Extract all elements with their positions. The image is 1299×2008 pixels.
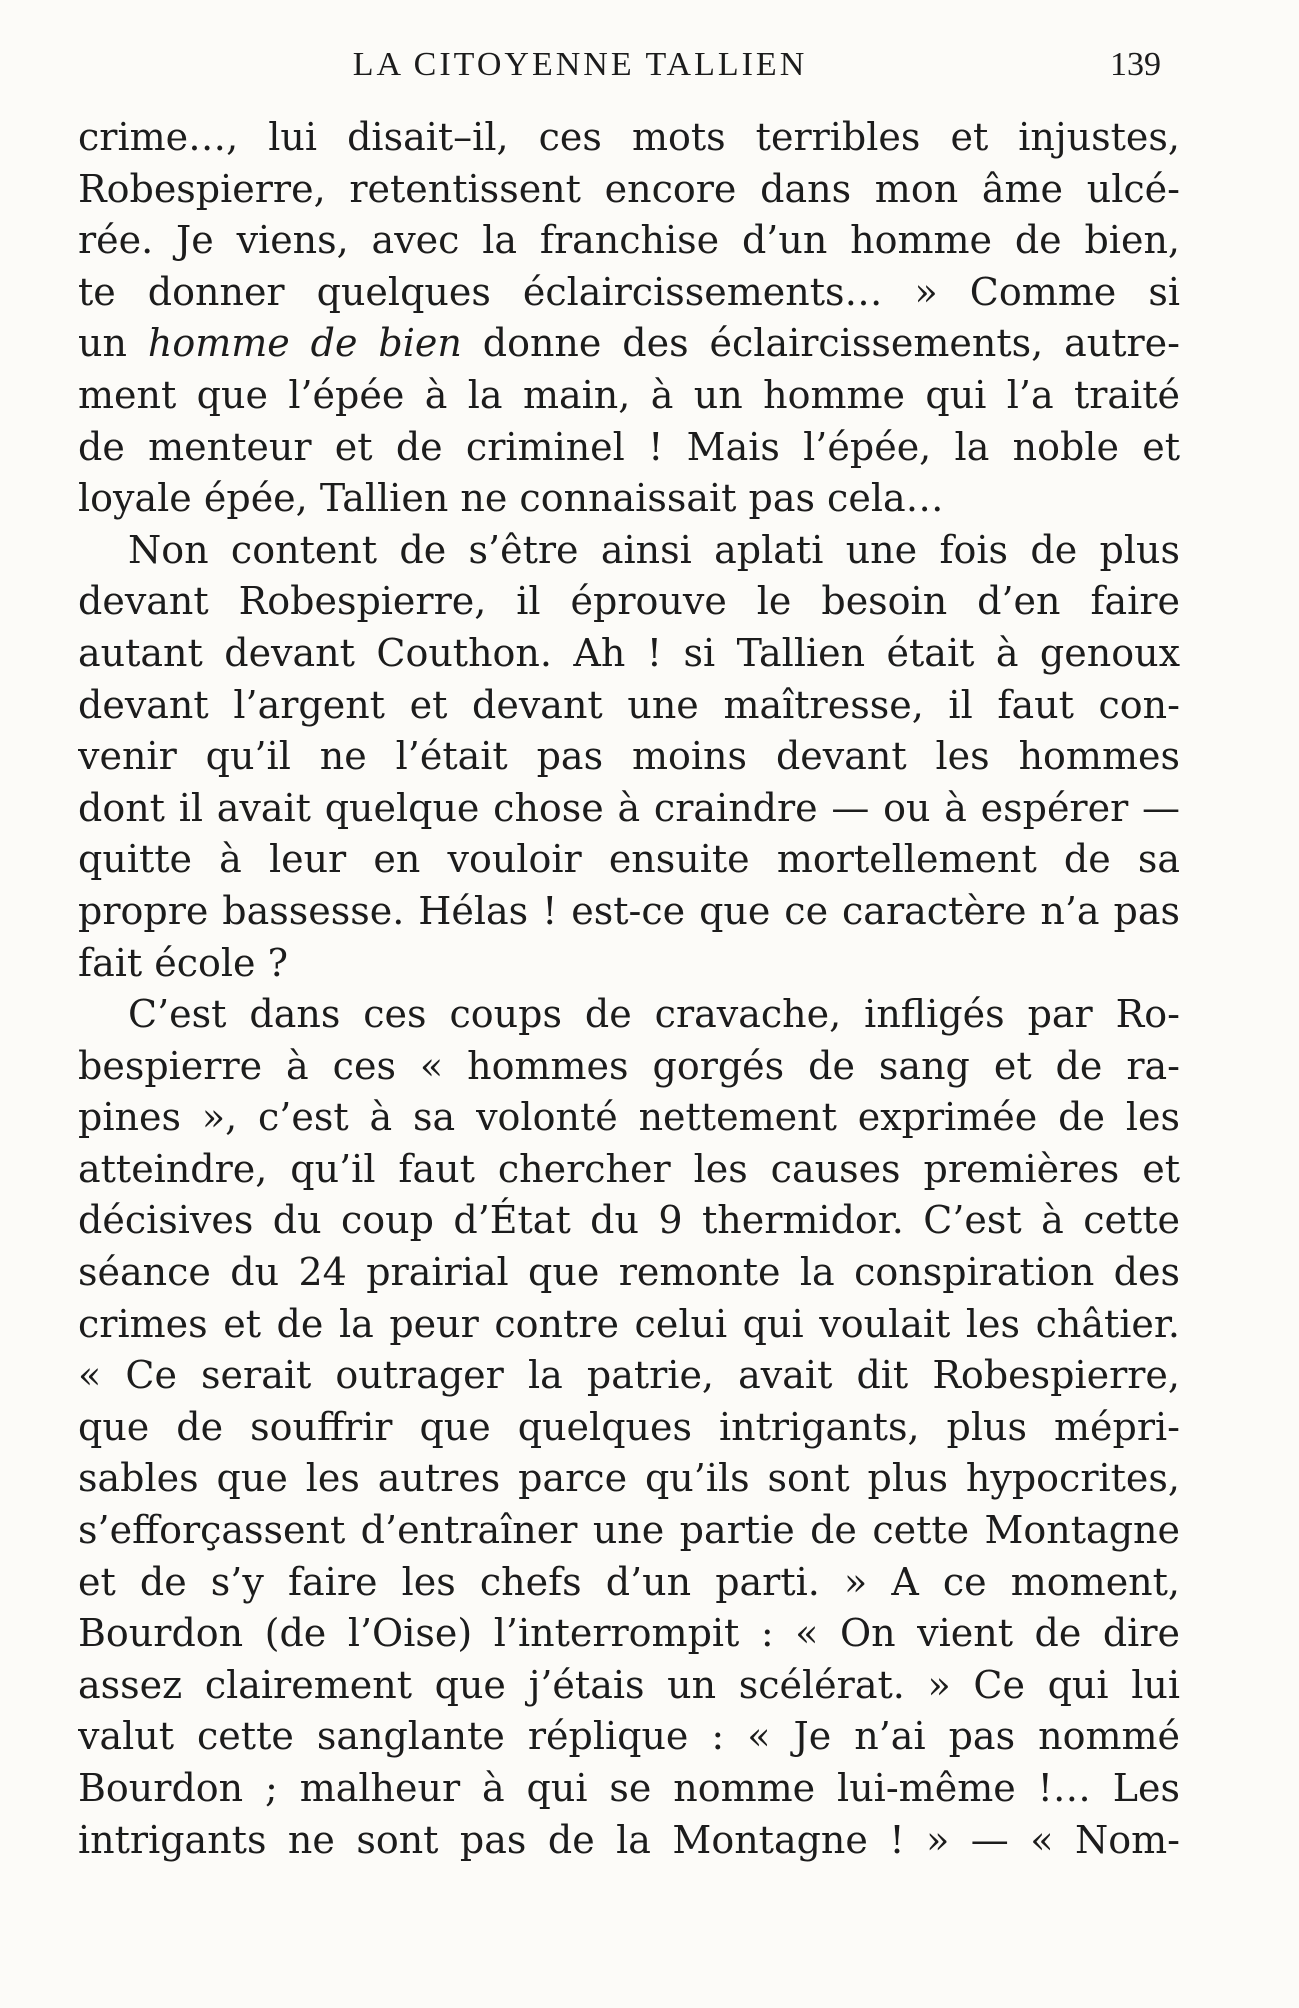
page-header <box>0 40 1299 90</box>
text-line: rée. Je viens, avec la franchise d’un homme de bien, <box>78 218 1180 263</box>
text-line: dont il avait quelque chose à craindre — ou à espérer — <box>78 785 1180 830</box>
text-line: Bourdon ; malheur à qui se nomme lui-même !… Les <box>78 1766 1180 1810</box>
text-line: devant l’argent et devant une maîtresse, il faut con- <box>78 682 1180 727</box>
text-line: atteindre, qu’il faut chercher les causes premières et <box>78 1146 1180 1191</box>
text-line <box>78 318 1180 370</box>
page-number: 139 <box>1110 46 1161 83</box>
running-title: LA CITOYENNE TALLIEN <box>352 46 808 83</box>
body-text <box>78 112 1180 1866</box>
text-line: Non content de s’être ainsi aplati une fois de plus <box>128 527 1180 572</box>
text-line: intrigants ne sont pas de la Montagne ! » — « Nom- <box>78 1817 1180 1862</box>
text-line: C’est dans ces coups de cravache, infligés par Ro- <box>128 992 1180 1037</box>
text-line: loyale épée, Tallien ne connaissait pas cela… <box>78 476 944 521</box>
text-line: devant Robespierre, il éprouve le besoin d’en faire <box>78 579 1180 624</box>
text-line: quitte à leur en vouloir ensuite mortellement de sa <box>78 837 1180 882</box>
text-line: et de s’y faire les chefs d’un parti. » A ce moment, <box>78 1559 1180 1604</box>
text-line: bespierre à ces « hommes gorgés de sang et de ra- <box>78 1043 1180 1088</box>
text-line: fait école ? <box>78 940 288 985</box>
text-line: pines », c’est à sa volonté nettement exprimée de les <box>78 1095 1180 1140</box>
text-line: de menteur et de criminel ! Mais l’épée, la noble et <box>78 424 1180 469</box>
text-line: autant devant Couthon. Ah ! si Tallien était à genoux <box>78 630 1180 675</box>
text-line: Robespierre, retentissent encore dans mon âme ulcé- <box>78 166 1180 211</box>
text-line: te donner quelques éclaircissements… » Comme si <box>78 269 1180 314</box>
text-line: décisives du coup d’État du 9 thermidor. C’est à cette <box>78 1198 1180 1243</box>
text-line: assez clairement que j’étais un scélérat. » Ce qui lui <box>78 1662 1180 1707</box>
text-line: que de souffrir que quelques intrigants, plus mépri- <box>78 1404 1180 1449</box>
text-line: ment que l’épée à la main, à un homme qui l’a traité <box>78 372 1180 417</box>
text-line: propre bassesse. Hélas ! est-ce que ce caractère n’a pas <box>78 888 1180 933</box>
text-line: séance du 24 prairial que remonte la conspiration des <box>78 1250 1180 1295</box>
text-line: crimes et de la peur contre celui qui voulait les châtier. <box>78 1301 1180 1346</box>
text-line: « Ce serait outrager la patrie, avait dit Robespierre, <box>78 1353 1180 1398</box>
text-line: valut cette sanglante réplique : « Je n’ai pas nommé <box>78 1714 1180 1759</box>
text-line: crime…, lui disait–il, ces mots terribles et injustes, <box>78 115 1180 159</box>
italic-phrase: homme de bien <box>147 321 462 366</box>
text-line: venir qu’il ne l’était pas moins devant les hommes <box>78 734 1180 779</box>
text-line: sables que les autres parce qu’ils sont plus hypocrites, <box>78 1456 1180 1501</box>
text-line: s’efforçassent d’entraîner une partie de cette Montagne <box>78 1508 1180 1553</box>
text-segment: un <box>78 321 148 366</box>
text-segment: donne des éclaircissements, autre- <box>461 321 1180 366</box>
text-line: Bourdon (de l’Oise) l’interrompit : « On vient de dire <box>78 1611 1180 1656</box>
